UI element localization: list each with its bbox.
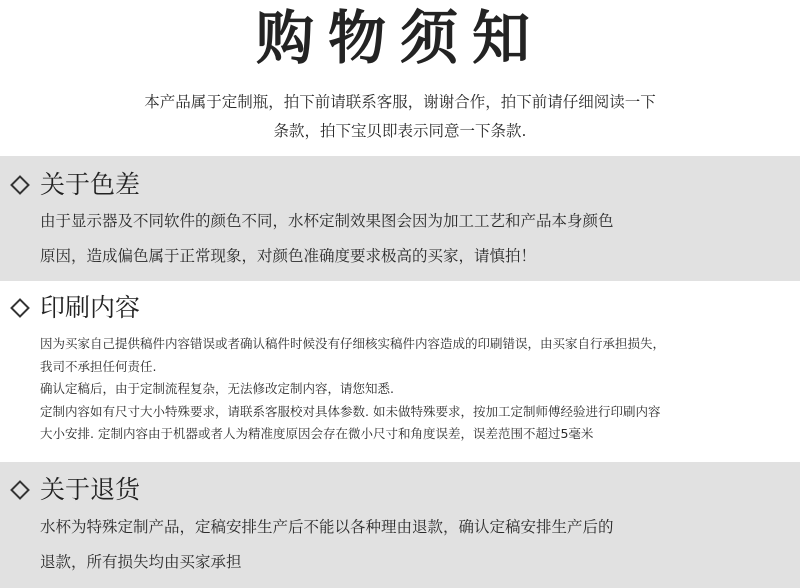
body-line: 由于显示器及不同软件的颜色不同，水杯定制效果图会因为加工工艺和产品本身颜色 xyxy=(40,212,614,230)
section-heading-label: 印刷内容 xyxy=(40,293,141,322)
body-line: 大小安排. 定制内容由于机器或者人为精准度原因会存在微小尺寸和角度误差，误差范围不超过5毫米 xyxy=(40,426,594,441)
diamond-outline-icon xyxy=(10,175,30,195)
body-line: 退款，所有损失均由买家承担 xyxy=(40,553,242,571)
section-heading-color xyxy=(4,169,140,201)
section-heading-label: 关于退货 xyxy=(40,475,141,504)
body-line: 原因，造成偏色属于正常现象，对颜色准确度要求极高的买家，请慎拍！ xyxy=(40,247,537,265)
intro-text xyxy=(60,88,740,146)
section-heading-returns xyxy=(4,474,140,506)
body-line: 因为买家自己提供稿件内容错误或者确认稿件时候没有仔细核实稿件内容造成的印刷错误，由买家自行承担损失， xyxy=(40,336,666,351)
section-heading-print xyxy=(4,292,140,324)
diamond-outline-icon xyxy=(10,480,30,500)
body-line: 水杯为特殊定制产品，定稿安排生产后不能以各种理由退款，确认定稿安排生产后的 xyxy=(40,518,614,536)
body-line: 确认定稿后，由于定制流程复杂，无法修改定制内容，请您知悉. xyxy=(40,381,394,396)
body-line: 我司不承担任何责任. xyxy=(40,358,157,374)
section-body-returns xyxy=(40,510,785,580)
body-line: 定制内容如有尺寸大小特殊要求，请联系客服校对具体参数. 如未做特殊要求，按加工定制师傅经验进行印刷内容 xyxy=(40,403,661,419)
page-title: 购物须知 xyxy=(255,4,544,72)
section-body-color xyxy=(40,204,785,274)
intro-line: 条款，拍下宝贝即表示同意一下条款. xyxy=(273,122,527,140)
section-heading-label: 关于色差 xyxy=(40,170,141,199)
section-body-print xyxy=(40,333,785,446)
intro-line: 本产品属于定制瓶，拍下前请联系客服，谢谢合作，拍下前请仔细阅读一下 xyxy=(144,93,656,111)
diamond-outline-icon xyxy=(10,298,30,318)
